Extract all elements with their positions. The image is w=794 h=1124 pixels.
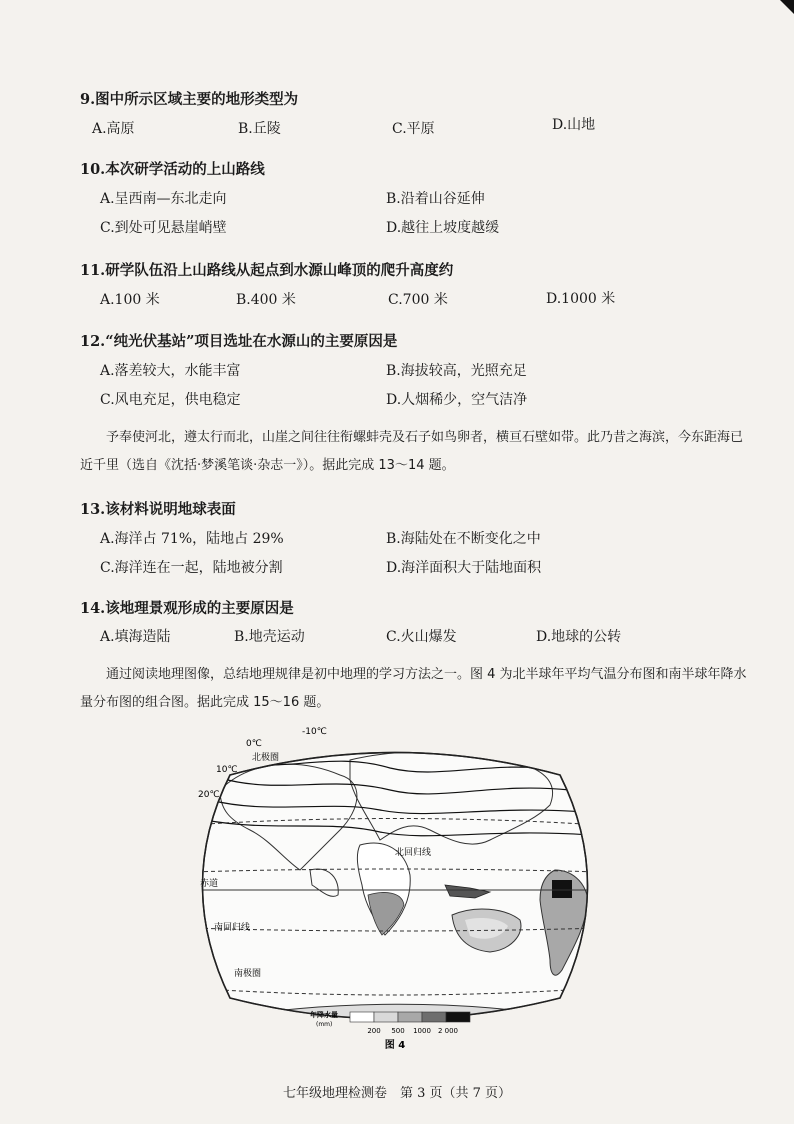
question-10-option-c[interactable]: C.到处可见悬崖峭壁 <box>100 220 227 236</box>
question-14-option-d[interactable]: D.地球的公转 <box>536 629 622 645</box>
question-14-option-a[interactable]: A.填海造陆 <box>100 629 171 645</box>
question-9-stem: 9.图中所示区域主要的地形类型为 <box>80 91 299 108</box>
question-11-stem: 11.研学队伍沿上山路线从起点到水源山峰顶的爬升高度约 <box>80 262 454 279</box>
precipitation-legend <box>310 1010 470 1035</box>
question-12-option-b[interactable]: B.海拔较高，光照充足 <box>386 363 527 379</box>
question-12-stem: 12.“纯光伏基站”项目选址在水源山的主要原因是 <box>80 333 398 350</box>
isotherm-label: -10℃ <box>302 727 327 737</box>
question-13-option-b[interactable]: B.海陆处在不断变化之中 <box>386 531 541 547</box>
legend-value: 1000 <box>413 1027 431 1035</box>
isotherm-label: 0℃ <box>246 739 262 749</box>
legend-swatch <box>398 1012 422 1022</box>
question-13-option-d[interactable]: D.海洋面积大于陆地面积 <box>386 560 542 576</box>
question-9-option-d[interactable]: D.山地 <box>552 117 596 133</box>
passage-15-16: 通过阅读地理图像，总结地理规律是初中地理的学习方法之一。图 4 为北半球年平均气温分布图和南半球年降水量分布图的组合图。据此完成 15～16 题。 <box>80 667 747 710</box>
legend-unit: (mm) <box>316 1021 333 1028</box>
legend-value: 2 000 <box>437 1027 459 1035</box>
question-14-option-b[interactable]: B.地壳运动 <box>234 629 305 645</box>
question-12-option-c[interactable]: C.风电充足，供电稳定 <box>100 392 241 408</box>
legend-swatch <box>374 1012 398 1022</box>
question-11-option-d[interactable]: D.1000 米 <box>546 291 616 307</box>
map-body <box>190 752 600 1050</box>
question-10-stem: 10.本次研学活动的上山路线 <box>80 161 265 178</box>
legend-value: 200 <box>367 1027 381 1035</box>
figure-caption: 图 4 <box>384 1040 406 1050</box>
equator-label: 赤道 <box>200 879 219 889</box>
question-9-option-c[interactable]: C.平原 <box>392 121 435 137</box>
question-13-option-a[interactable]: A.海洋占 71%，陆地占 29% <box>100 531 284 547</box>
question-11-option-a[interactable]: A.100 米 <box>100 292 160 308</box>
tropic-of-cancer-label: 北回归线 <box>395 848 432 858</box>
question-14-stem: 14.该地理景观形成的主要原因是 <box>80 600 294 617</box>
corner-mark <box>774 0 794 20</box>
arctic-circle-label: 北极圈 <box>252 753 280 763</box>
passage-13-14: 予奉使河北，遵太行而北，山崖之间往往衔螺蚌壳及石子如鸟卵者，横亘石壁如带。此乃昔之海滨，今东距海已近千里（选自《沈括·梦溪笔谈·杂志一》）。据此完成 13～14 题。 <box>80 430 744 473</box>
legend-swatch <box>422 1012 446 1022</box>
question-14-option-c[interactable]: C.火山爆发 <box>386 629 457 645</box>
legend-swatch <box>350 1012 374 1022</box>
world-climate-map <box>190 720 600 1050</box>
question-9-option-b[interactable]: B.丘陵 <box>238 121 281 137</box>
question-10-option-a[interactable]: A.呈西南—东北走向 <box>100 191 227 207</box>
question-12-option-a[interactable]: A.落差较大，水能丰富 <box>100 363 241 379</box>
question-10-option-d[interactable]: D.越往上坡度越缓 <box>386 220 500 236</box>
question-13-option-c[interactable]: C.海洋连在一起，陆地被分割 <box>100 560 283 576</box>
tropic-of-capricorn-label: 南回归线 <box>214 923 251 933</box>
question-10-option-b[interactable]: B.沿着山谷延伸 <box>386 191 485 207</box>
isotherm-label: 10℃ <box>216 765 238 775</box>
question-9-option-a[interactable]: A.高原 <box>92 121 135 137</box>
question-11-option-c[interactable]: C.700 米 <box>388 292 448 308</box>
legend-value: 500 <box>391 1027 405 1035</box>
isotherm-label: 20℃ <box>198 790 220 800</box>
legend-swatch <box>446 1012 470 1022</box>
question-13-stem: 13.该材料说明地球表面 <box>80 501 236 518</box>
question-12-option-d[interactable]: D.人烟稀少，空气洁净 <box>386 392 528 408</box>
question-11-option-b[interactable]: B.400 米 <box>236 292 296 308</box>
antarctic-circle-label: 南极圈 <box>234 969 262 979</box>
legend-title: 年降水量 <box>310 1011 338 1019</box>
page-footer: 七年级地理检测卷 第 3 页（共 7 页） <box>282 1086 512 1101</box>
